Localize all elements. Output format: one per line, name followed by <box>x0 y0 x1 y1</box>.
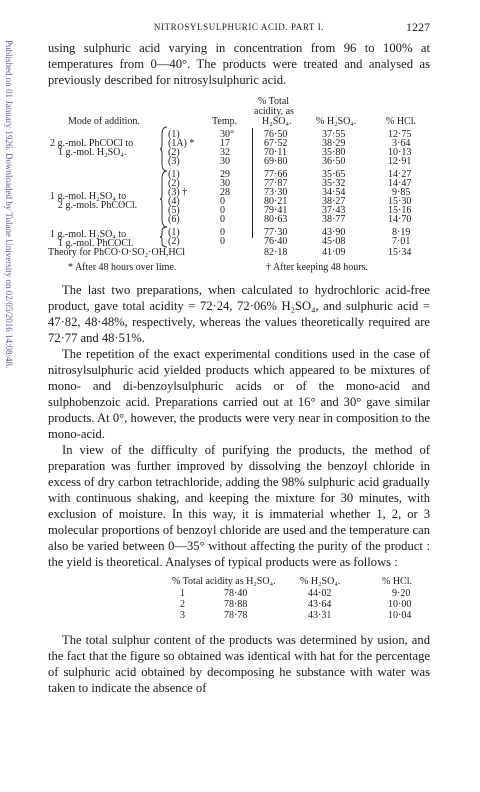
col-header-h2so4: % H₂SO₄. <box>300 576 341 587</box>
group-label-2a: 1 g.-mol. H₂SO₄ to <box>50 191 127 202</box>
row-id: (2) <box>168 236 180 247</box>
row-hcl: 10·00 <box>388 599 412 610</box>
row-h2so4: 35·65 <box>322 169 346 180</box>
row-total: 80·63 <box>264 214 288 225</box>
row-temp: 30° <box>220 129 234 140</box>
row-id: (3) <box>168 156 180 167</box>
row-h2so4: 37·55 <box>322 129 346 140</box>
row-total: 79·41 <box>264 205 288 216</box>
paragraph-2: The last two preparations, when calculated to hydrochloric acid-free product, gave total acidity = 72·24, 72·06% H₂SO₄, and sulphuric acid = 47·82, 48·48%, respectively, whereas the values theoretically required are 72·77 and 48·51%. <box>48 283 430 345</box>
row-hcl: 14·70 <box>388 214 412 225</box>
row-id: (1) <box>168 227 180 238</box>
theory-total: 82·18 <box>264 247 288 258</box>
col-header-total-mid: acidity, as <box>254 106 294 117</box>
row-hcl: 10·04 <box>388 610 412 621</box>
row-hcl: 9·85 <box>392 187 411 198</box>
row-total: 70·11 <box>264 147 287 158</box>
running-header <box>48 20 430 36</box>
row-hcl: 15·30 <box>388 196 412 207</box>
row-h2so4: 38·27 <box>322 196 346 207</box>
download-watermark-text: Published on 01 January 1926. Downloaded by Tulane University on 02/05/2016 14:08:48. <box>4 40 14 369</box>
row-id: (2) <box>168 178 180 189</box>
row-h2so4: 43·64 <box>308 599 332 610</box>
row-number: 3 <box>180 610 185 621</box>
paragraph-1: using sulphuric acid varying in concentration from 96 to 100% at temperatures from 0—40°. The products were treated and analysed as previously described for nitrosylsulphuric acid. <box>48 41 430 87</box>
row-h2so4: 38·77 <box>322 214 346 225</box>
row-id: (1) <box>168 129 180 140</box>
row-total: 73·30 <box>264 187 288 198</box>
table-row-12 <box>48 236 430 247</box>
row-h2so4: 36·50 <box>322 156 346 167</box>
paragraph-3: The repetition of the exact experimental conditions used in the case of nitrosylsulphuric acid yielded products which appeared to be mixtures of mono- and di-benzoylsulphuric acids or of the mono-acid and sulphobenzoic acid. Preparations carried out at 16° and 30° gave similar products. At 0°, however, the products were very near in composition to the mono-acid. <box>48 347 430 441</box>
group-label-1a: 2 g.-mol. PhCOCl to <box>50 138 134 149</box>
group-label-3a: 1 g.-mol. H₂SO₄ to <box>50 229 127 240</box>
row-total: 77·87 <box>264 178 288 189</box>
row-id: (1A) * <box>168 138 195 149</box>
row-h2so4: 43·31 <box>308 610 332 621</box>
row-h2so4: 38·29 <box>322 138 346 149</box>
row-temp: 17 <box>220 138 230 149</box>
row-total: 78·88 <box>224 599 248 610</box>
row-total: 80·21 <box>264 196 288 207</box>
paragraph-4: In view of the difficulty of purifying the products, the method of preparation was further improved by dissolving the benzoyl chloride in excess of dry carbon tetrachloride, adding the 98% sulphuric acid gradually with continuous shaking, and keeping the mixture for 30 minutes, with exclusion of moisture. In this way, it is immaterial whether 1, 2, or 3 molecular proportions of benzoyl chloride are used and the temperature can also be varied between 0—35° without affecting the purity of the product : the yield is theoretical. Analyses of typical products were as follows : <box>48 443 430 569</box>
col-header-h2so4: % H₂SO₄. <box>316 116 357 127</box>
row-total: 67·52 <box>264 138 288 149</box>
row-hcl: 14·47 <box>388 178 412 189</box>
row-hcl: 14·27 <box>388 169 412 180</box>
row-h2so4: 45·08 <box>322 236 346 247</box>
theory-label: Theory for PhCO·O·SO₂·OH,HCl <box>48 247 186 258</box>
row-number: 1 <box>180 588 185 599</box>
col-header-mode: Mode of addition. <box>68 116 140 127</box>
row-total: 78·78 <box>224 610 248 621</box>
row-temp: 28 <box>220 187 230 198</box>
row-temp: 0 <box>220 227 225 238</box>
col-header-temp: Temp. <box>212 116 238 127</box>
row-h2so4: 34·54 <box>322 187 346 198</box>
row-total: 69·80 <box>264 156 288 167</box>
footnote-dagger: † After keeping 48 hours. <box>266 262 368 273</box>
table-footnotes <box>48 262 430 276</box>
table-row-4 <box>48 156 430 167</box>
row-id: (1) <box>168 169 180 180</box>
row-hcl: 10·13 <box>388 147 412 158</box>
row-h2so4: 44·02 <box>308 588 332 599</box>
row-total: 77·30 <box>264 227 288 238</box>
row-hcl: 12·75 <box>388 129 412 140</box>
table-row-10 <box>48 214 430 225</box>
group-label-3b: 1 g.-mol. PhCOCl. <box>58 238 134 249</box>
row-total: 76·50 <box>264 129 288 140</box>
row-temp: 0 <box>220 236 225 247</box>
col-header-total-bot: H₂SO₄. <box>262 116 292 127</box>
row-hcl: 8·19 <box>392 227 411 238</box>
col-header-total: % Total acidity as H₂SO₄. <box>172 576 276 587</box>
row-temp: 0 <box>220 196 225 207</box>
theory-h2so4: 41·09 <box>322 247 346 258</box>
row-id: (2) <box>168 147 180 158</box>
row-temp: 0 <box>220 205 225 216</box>
results-table <box>48 96 430 258</box>
col-header-hcl: % HCl. <box>386 116 416 127</box>
row-h2so4: 35·80 <box>322 147 346 158</box>
paragraph-5: The total sulphur content of the products was determined by usion, and the fact that the figure so obtained was identical with hat for the percentage of sulphuric acid obtained by decomposing he substance with water was taken to indicate the absence of <box>48 633 430 695</box>
analysis-table <box>48 574 430 624</box>
row-temp: 30 <box>220 156 230 167</box>
theory-row <box>48 247 430 258</box>
row-hcl: 9·20 <box>392 588 411 599</box>
row-id: (5) <box>168 205 180 216</box>
row-total: 78·40 <box>224 588 248 599</box>
row-temp: 0 <box>220 214 225 225</box>
row-h2so4: 35·32 <box>322 178 346 189</box>
row-id: (3) † <box>168 187 188 198</box>
row-hcl: 15·16 <box>388 205 412 216</box>
row-hcl: 7·01 <box>392 236 411 247</box>
theory-hcl: 15·34 <box>388 247 412 258</box>
row-temp: 32 <box>220 147 230 158</box>
row-hcl: 3·64 <box>392 138 411 149</box>
group-label-2b: 2 g.-mols. PhCOCl. <box>58 200 138 211</box>
row-id: (6) <box>168 214 180 225</box>
row-total: 76·40 <box>264 236 288 247</box>
row-total: 77·66 <box>264 169 288 180</box>
row-number: 2 <box>180 599 185 610</box>
row-h2so4: 37·43 <box>322 205 346 216</box>
col-header-hcl: % HCl. <box>382 576 412 587</box>
row-id: (4) <box>168 196 180 207</box>
page-number: 1227 <box>406 20 430 34</box>
footnote-star: * After 48 hours over lime. <box>68 262 177 273</box>
download-watermark <box>2 40 16 740</box>
row-h2so4: 43·90 <box>322 227 346 238</box>
row-hcl: 12·91 <box>388 156 412 167</box>
row-temp: 29 <box>220 169 230 180</box>
group-label-1b: 1 g.-mol. H₂SO₄. <box>58 147 127 158</box>
running-title: NITROSYLSULPHURIC ACID. PART I. <box>153 22 325 32</box>
col-header-total-top: % Total <box>258 96 290 107</box>
journal-page <box>48 20 430 696</box>
row-temp: 30 <box>220 178 230 189</box>
